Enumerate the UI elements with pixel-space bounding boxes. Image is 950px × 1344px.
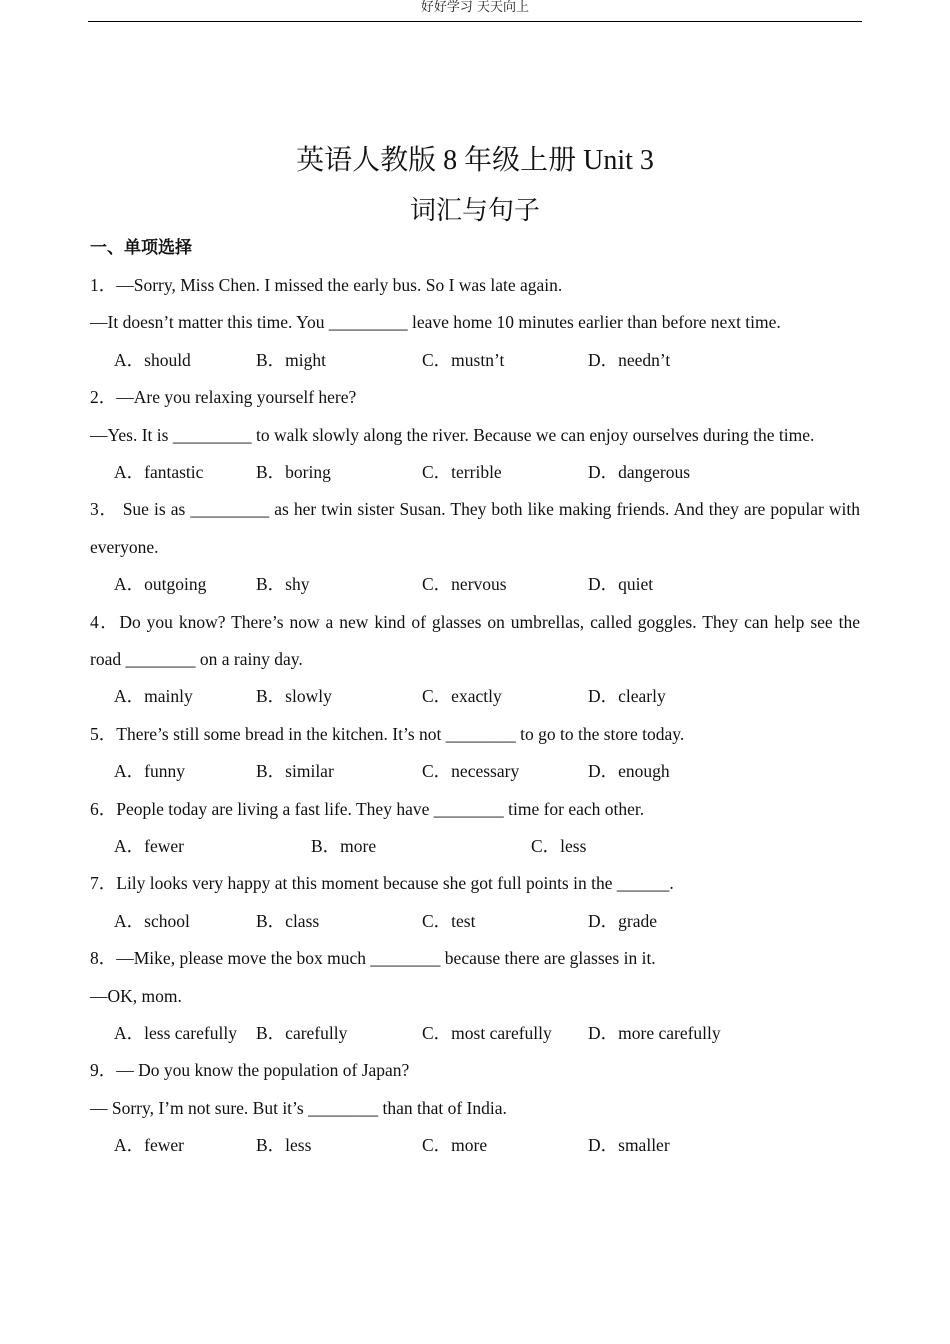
option-a: A．school <box>114 910 190 931</box>
option-d: D．smaller <box>588 1135 670 1156</box>
question-7-text: 7．Lily looks very happy at this moment because she got full points in the ______. <box>90 873 674 894</box>
option-b: B．might <box>256 349 327 370</box>
option-d: D．grade <box>588 910 658 931</box>
question-9-line-1: 9．— Do you know the population of Japan? <box>90 1060 410 1081</box>
question-9-options <box>90 1127 860 1164</box>
option-a: A．funny <box>114 761 185 782</box>
question-2-line-2: —Yes. It is _________ to walk slowly along the river. Because we can enjoy ourselves during the time. <box>90 424 815 445</box>
question-3-options <box>90 566 860 603</box>
question-9-line-2: — Sorry, I’m not sure. But it’s ________ than that of India. <box>90 1097 507 1118</box>
option-d: D．needn’t <box>588 349 671 370</box>
option-d: D．clearly <box>588 686 666 707</box>
question-6-options <box>90 828 860 865</box>
option-c: C．mustn’t <box>422 349 505 370</box>
option-a: A．fewer <box>114 1135 184 1156</box>
option-a: A．fantastic <box>114 461 204 482</box>
option-d: D．enough <box>588 761 670 782</box>
question-2-options <box>90 454 860 491</box>
section-heading: 一、单项选择 <box>90 238 192 258</box>
option-b: B．similar <box>256 761 334 782</box>
question-5-options <box>90 753 860 790</box>
question-4-text: 4．Do you know? There’s now a new kind of glasses on umbrellas, called goggles. They can help see the road ________ on a rainy day. <box>90 611 860 669</box>
question-1-line-2: —It doesn’t matter this time. You _________ leave home 10 minutes earlier than before next time. <box>90 312 781 333</box>
question-2-line-1: 2．—Are you relaxing yourself here? <box>90 387 357 408</box>
option-a: A．should <box>114 349 191 370</box>
question-list <box>90 230 860 1164</box>
document-subtitle: 词汇与句子 <box>409 196 540 226</box>
option-c: C．test <box>422 910 476 931</box>
question-3-text: 3． Sue is as _________ as her twin sister Susan. They both like making friends. And they are popular with everyone. <box>90 499 860 557</box>
option-b: B．less <box>256 1135 312 1156</box>
option-b: B．slowly <box>256 686 332 707</box>
question-8-line-1: 8．—Mike, please move the box much ________ because there are glasses in it. <box>90 948 656 969</box>
option-b: B．class <box>256 910 320 931</box>
option-b: B．boring <box>256 461 331 482</box>
option-c: C．necessary <box>422 761 520 782</box>
option-b: B．more <box>311 835 377 856</box>
question-6-text: 6．People today are living a fast life. They have ________ time for each other. <box>90 798 645 819</box>
option-c: C．exactly <box>422 686 502 707</box>
question-5-text: 5．There’s still some bread in the kitchen. It’s not ________ to go to the store today. <box>90 723 685 744</box>
option-b: B．shy <box>256 574 310 595</box>
option-c: C．more <box>422 1135 488 1156</box>
document-title: 英语人教版 8 年级上册 Unit 3 <box>296 145 654 176</box>
page-header: 好好学习 天天向上 <box>88 0 862 22</box>
question-1-options <box>90 342 860 379</box>
question-1-line-1: 1．—Sorry, Miss Chen. I missed the early bus. So I was late again. <box>90 275 563 295</box>
option-a: A．less carefully <box>114 1022 237 1043</box>
question-4-options <box>90 678 860 715</box>
option-d: D．quiet <box>588 574 654 595</box>
option-d: D．more carefully <box>588 1022 721 1043</box>
question-7-options <box>90 903 860 940</box>
question-8-line-2: —OK, mom. <box>90 985 182 1006</box>
option-a: A．fewer <box>114 835 184 856</box>
option-b: B．carefully <box>256 1022 348 1043</box>
question-8-options <box>90 1015 860 1052</box>
option-d: D．dangerous <box>588 461 691 482</box>
option-a: A．mainly <box>114 686 193 707</box>
option-c: C．terrible <box>422 461 502 482</box>
option-c: C．most carefully <box>422 1022 552 1043</box>
option-c: C．nervous <box>422 574 507 595</box>
option-c: C．less <box>531 835 587 856</box>
option-a: A．outgoing <box>114 574 207 595</box>
